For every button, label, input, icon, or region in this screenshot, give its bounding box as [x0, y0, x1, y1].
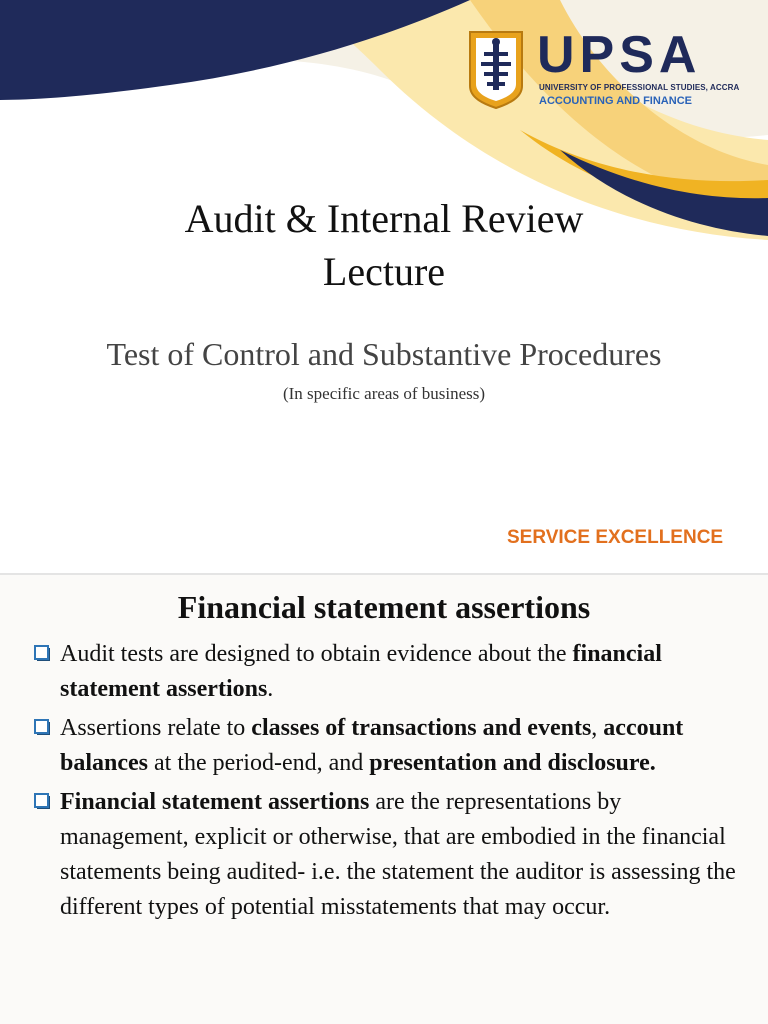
university-name: UNIVERSITY OF PROFESSIONAL STUDIES, ACCRA [539, 83, 740, 92]
bullet-text: Assertions relate to [60, 715, 252, 741]
bullet-text-bold: presentation and disclosure. [369, 750, 656, 776]
hollow-square-bullet-icon [34, 793, 51, 810]
bullet-text: , [591, 715, 604, 741]
bullet-text-bold: classes of transactions and events [251, 715, 592, 741]
slide-subtitle: Test of Control and Substantive Procedures [106, 336, 662, 372]
upsa-crest-icon [468, 30, 524, 110]
logo-wordmark: UPSA [537, 26, 702, 84]
bullet-text-bold: Financial statement assertions [60, 789, 370, 815]
bullet-text: are the representations by management, explicit or otherwise, that are embodied in the financial statements being audited- i.e. the statement the auditor is assessing the different types of potential misstatements that may occur. [60, 789, 736, 920]
bullet-text-bold: financial statement assertions [60, 641, 662, 702]
title-line-1: Audit & Internal Review [184, 196, 584, 241]
slide-heading: Financial statement assertions [177, 589, 591, 625]
title-line-2: Lecture [322, 249, 446, 294]
slide-subnote: (In specific areas of business) [282, 384, 486, 403]
tagline: SERVICE EXCELLENCE [507, 527, 724, 548]
department-name: ACCOUNTING AND FINANCE [539, 95, 692, 107]
bullet-text: at the period-end, and [148, 750, 370, 776]
slide-title [0, 192, 768, 298]
bullet-text: . [267, 676, 274, 702]
bullet-text: Audit tests are designed to obtain evidence about the [60, 641, 573, 667]
bullet-item [34, 637, 754, 707]
hollow-square-bullet-icon [34, 719, 51, 736]
content-slide [0, 575, 768, 1024]
bullet-item [34, 711, 754, 781]
bullet-item [34, 785, 754, 925]
bullet-text-bold: account balances [60, 715, 684, 776]
bullet-list [34, 637, 754, 929]
hollow-square-bullet-icon [34, 645, 51, 662]
